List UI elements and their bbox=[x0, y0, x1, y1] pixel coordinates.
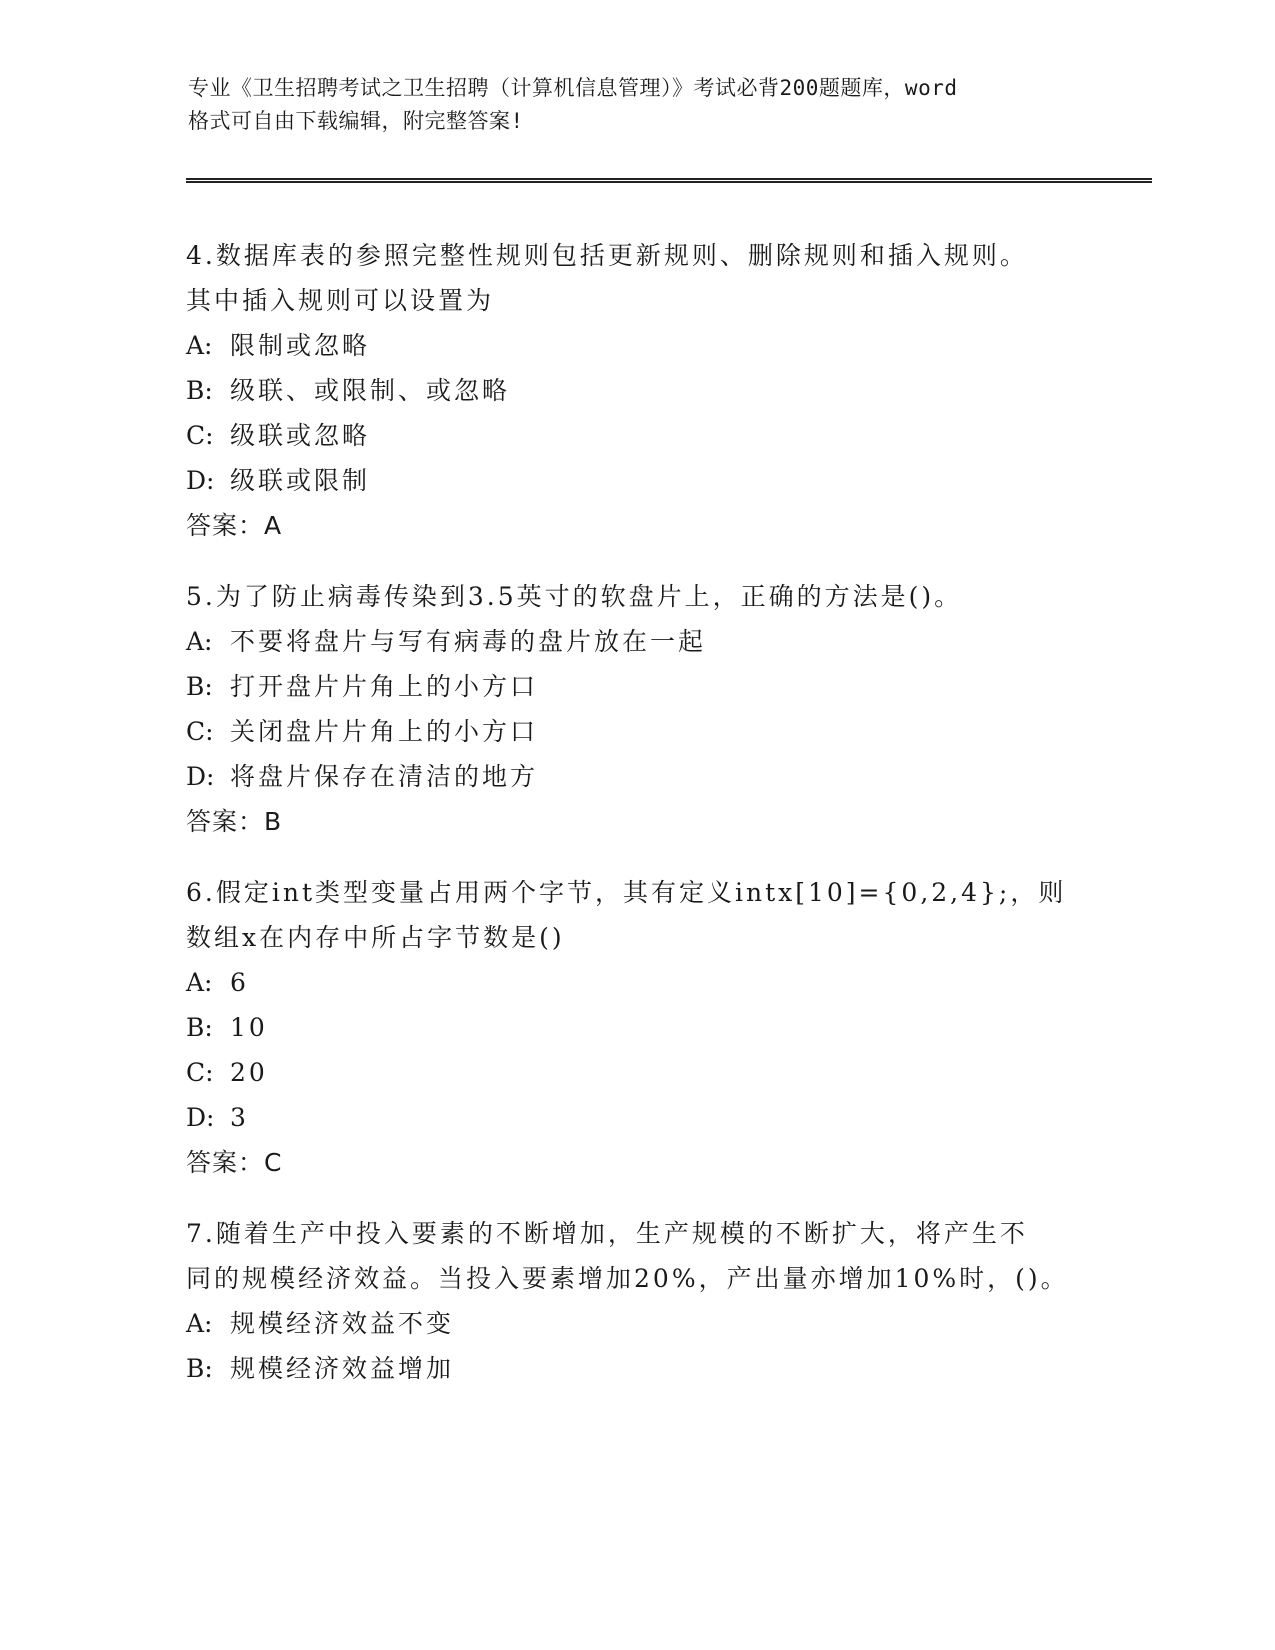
answer-option bbox=[186, 1346, 1146, 1391]
option-letter: A: bbox=[186, 331, 213, 360]
option-text: 3 bbox=[230, 1103, 249, 1132]
option-text: 不要将盘片与写有病毒的盘片放在一起 bbox=[230, 627, 707, 656]
answer-option bbox=[186, 664, 1146, 709]
answer-option bbox=[186, 458, 1146, 503]
header-divider bbox=[186, 178, 1152, 183]
option-text: 将盘片保存在清洁的地方 bbox=[230, 762, 539, 791]
option-letter: B: bbox=[186, 1013, 213, 1042]
option-letter: A: bbox=[186, 627, 213, 656]
answer-key: 答案：C bbox=[186, 1148, 283, 1177]
answer-option bbox=[186, 960, 1146, 1005]
answer-key: 答案：B bbox=[186, 807, 283, 836]
question-stem-line: 4.数据库表的参照完整性规则包括更新规则、删除规则和插入规则。 bbox=[186, 241, 1028, 270]
option-text: 规模经济效益增加 bbox=[230, 1354, 455, 1383]
question-stem-line: 同的规模经济效益。当投入要素增加20%，产出量亦增加10%时，()。 bbox=[186, 1264, 1069, 1293]
option-letter: B: bbox=[186, 1354, 213, 1383]
question-block bbox=[186, 1211, 1146, 1391]
question-stem-line: 其中插入规则可以设置为 bbox=[186, 286, 495, 315]
answer-option bbox=[186, 709, 1146, 754]
question-block bbox=[186, 233, 1146, 548]
question-block bbox=[186, 870, 1146, 1185]
option-text: 级联或限制 bbox=[230, 466, 371, 495]
answer-key: 答案：A bbox=[186, 511, 283, 540]
answer-option bbox=[186, 323, 1146, 368]
question-stem-line: 数组x在内存中所占字节数是() bbox=[186, 923, 565, 952]
option-letter: A: bbox=[186, 968, 213, 997]
option-text: 6 bbox=[230, 968, 249, 997]
question-stem-line: 5.为了防止病毒传染到3.5英寸的软盘片上，正确的方法是()。 bbox=[186, 582, 963, 611]
question-stem-line: 7.随着生产中投入要素的不断增加，生产规模的不断扩大，将产生不 bbox=[186, 1219, 1028, 1248]
option-text: 打开盘片片角上的小方口 bbox=[230, 672, 539, 701]
option-text: 10 bbox=[230, 1013, 268, 1042]
answer-option bbox=[186, 368, 1146, 413]
option-text: 级联、或限制、或忽略 bbox=[230, 376, 511, 405]
answer-option bbox=[186, 413, 1146, 458]
option-letter: A: bbox=[186, 1309, 213, 1338]
option-letter: B: bbox=[186, 672, 213, 701]
option-text: 级联或忽略 bbox=[230, 421, 371, 450]
option-text: 关闭盘片片角上的小方口 bbox=[230, 717, 539, 746]
option-text: 限制或忽略 bbox=[230, 331, 371, 360]
option-letter: C: bbox=[186, 421, 214, 450]
answer-option bbox=[186, 1050, 1146, 1095]
document-header bbox=[188, 72, 1088, 138]
question-block bbox=[186, 574, 1146, 844]
answer-option bbox=[186, 754, 1146, 799]
answer-option bbox=[186, 619, 1146, 664]
option-letter: C: bbox=[186, 717, 214, 746]
question-stem-line: 6.假定int类型变量占用两个字节，其有定义intx[10]={0,2,4};，则 bbox=[186, 878, 1067, 907]
option-text: 规模经济效益不变 bbox=[230, 1309, 455, 1338]
header-line-1: 专业《卫生招聘考试之卫生招聘（计算机信息管理）》考试必背200题题库，word bbox=[188, 76, 958, 100]
option-letter: D: bbox=[186, 762, 215, 791]
answer-option bbox=[186, 1005, 1146, 1050]
answer-option bbox=[186, 1095, 1146, 1140]
answer-option bbox=[186, 1301, 1146, 1346]
question-list bbox=[186, 233, 1146, 1417]
option-letter: C: bbox=[186, 1058, 214, 1087]
option-letter: B: bbox=[186, 376, 213, 405]
option-text: 20 bbox=[230, 1058, 268, 1087]
option-letter: D: bbox=[186, 466, 215, 495]
header-line-2: 格式可自由下载编辑，附完整答案! bbox=[188, 109, 524, 133]
option-letter: D: bbox=[186, 1103, 215, 1132]
